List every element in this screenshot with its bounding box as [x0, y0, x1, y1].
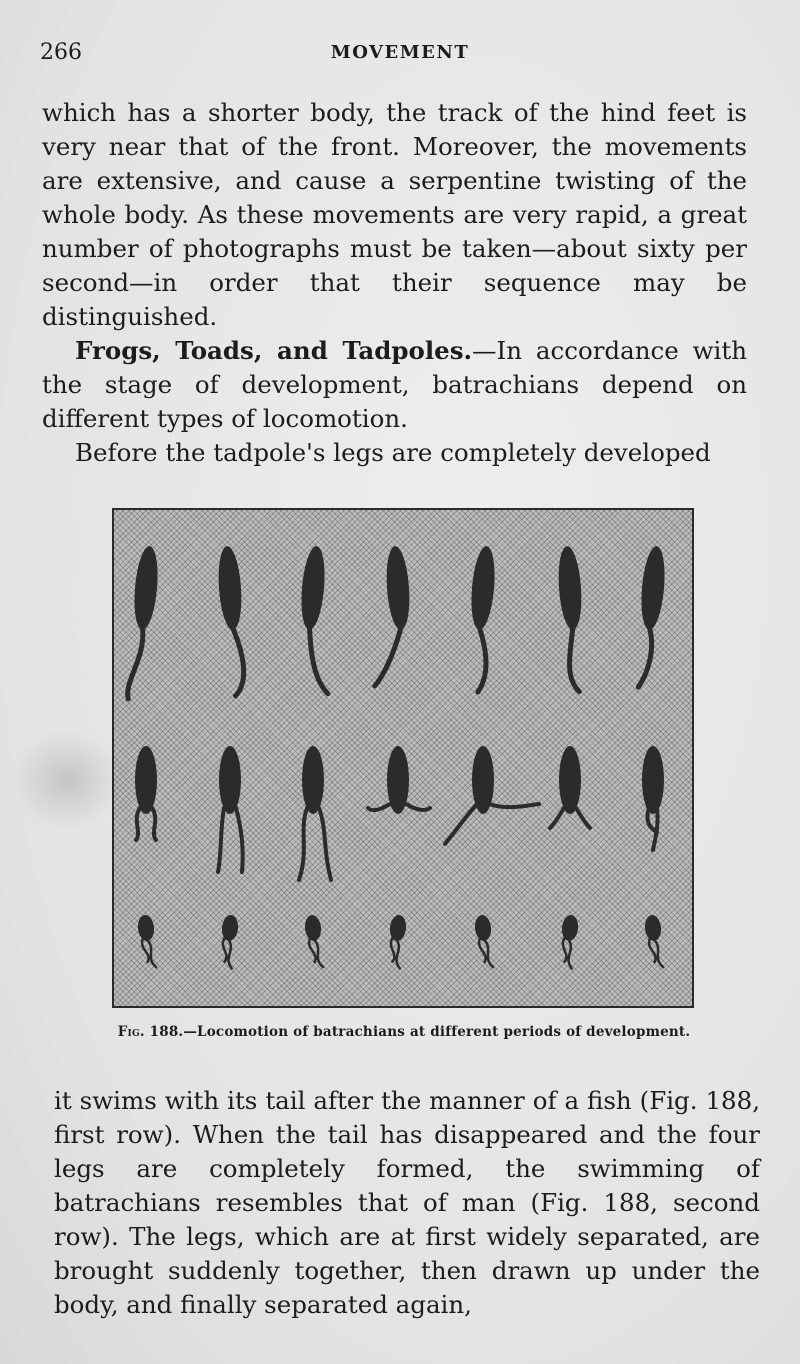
- paragraph-tadpole-start: Before the tadpole's legs are completely developed: [75, 438, 711, 467]
- tadpole-frog-sequence: [114, 510, 692, 1006]
- small-tadpole-figure: [558, 914, 579, 968]
- figure-caption: [104, 1024, 704, 1040]
- body-text-bottom: [54, 1084, 760, 1322]
- figure-row-first: [125, 545, 667, 700]
- small-tadpole-figure: [386, 914, 407, 968]
- paragraph-frogs: [42, 334, 747, 436]
- frog-figure: [299, 746, 331, 880]
- section-heading-frogs: Frogs, Toads, and Tadpoles.: [75, 336, 473, 365]
- frog-figure: [445, 746, 539, 844]
- tadpole-figure: [293, 545, 341, 693]
- frog-figure: [550, 746, 590, 828]
- figure-188-illustration: [112, 508, 694, 1008]
- frog-figure: [135, 746, 157, 840]
- tadpole-figure: [556, 545, 588, 692]
- page-stain: [12, 730, 122, 830]
- tadpole-figure: [463, 545, 498, 692]
- page-header: [40, 40, 760, 70]
- paragraph-swimming: it swims with its tail after the manner of a fish (Fig. 188, first row). When the tail has disappeared and the four legs are completely formed, the swimming of batrachians resembles that of man (Fig. 188, second row). The legs, which are at first widely separated, are brought suddenly together, then drawn up under the body, and finally separated again,: [54, 1086, 760, 1319]
- tadpole-figure: [365, 545, 416, 686]
- body-text-top: [42, 96, 747, 470]
- running-head: MOVEMENT: [330, 42, 470, 63]
- frog-figure: [642, 746, 664, 850]
- figure-caption-text: —Locomotion of batrachians at different periods of development.: [183, 1024, 691, 1040]
- tadpole-figure: [125, 545, 160, 700]
- paragraph-frogs-text: —In accordance with the stage of development, batrachians depend on different types of locomotion.: [42, 336, 748, 433]
- small-tadpole-figure: [474, 914, 495, 968]
- figure-row-third: [137, 914, 665, 968]
- small-tadpole-figure: [304, 914, 325, 968]
- page-number: 266: [40, 40, 82, 65]
- tadpole-figure: [633, 545, 667, 688]
- frog-figure: [218, 746, 243, 872]
- paragraph-continuation: which has a shorter body, the track of the hind feet is very near that of the front. Moreover, the movements are extensive, and cause a serpentine twisting of the whole body. As these movements are very rapid, a great number of photographs must be taken—about sixty per second—in order that their sequence may be distinguished.: [42, 98, 747, 331]
- small-tadpole-figure: [644, 914, 665, 968]
- frog-figure: [368, 746, 430, 814]
- tadpole-figure: [216, 545, 248, 696]
- small-tadpole-figure: [218, 914, 239, 968]
- figure-label: Fig. 188.: [117, 1024, 184, 1040]
- figure-row-second: [135, 746, 664, 880]
- small-tadpole-figure: [137, 914, 158, 968]
